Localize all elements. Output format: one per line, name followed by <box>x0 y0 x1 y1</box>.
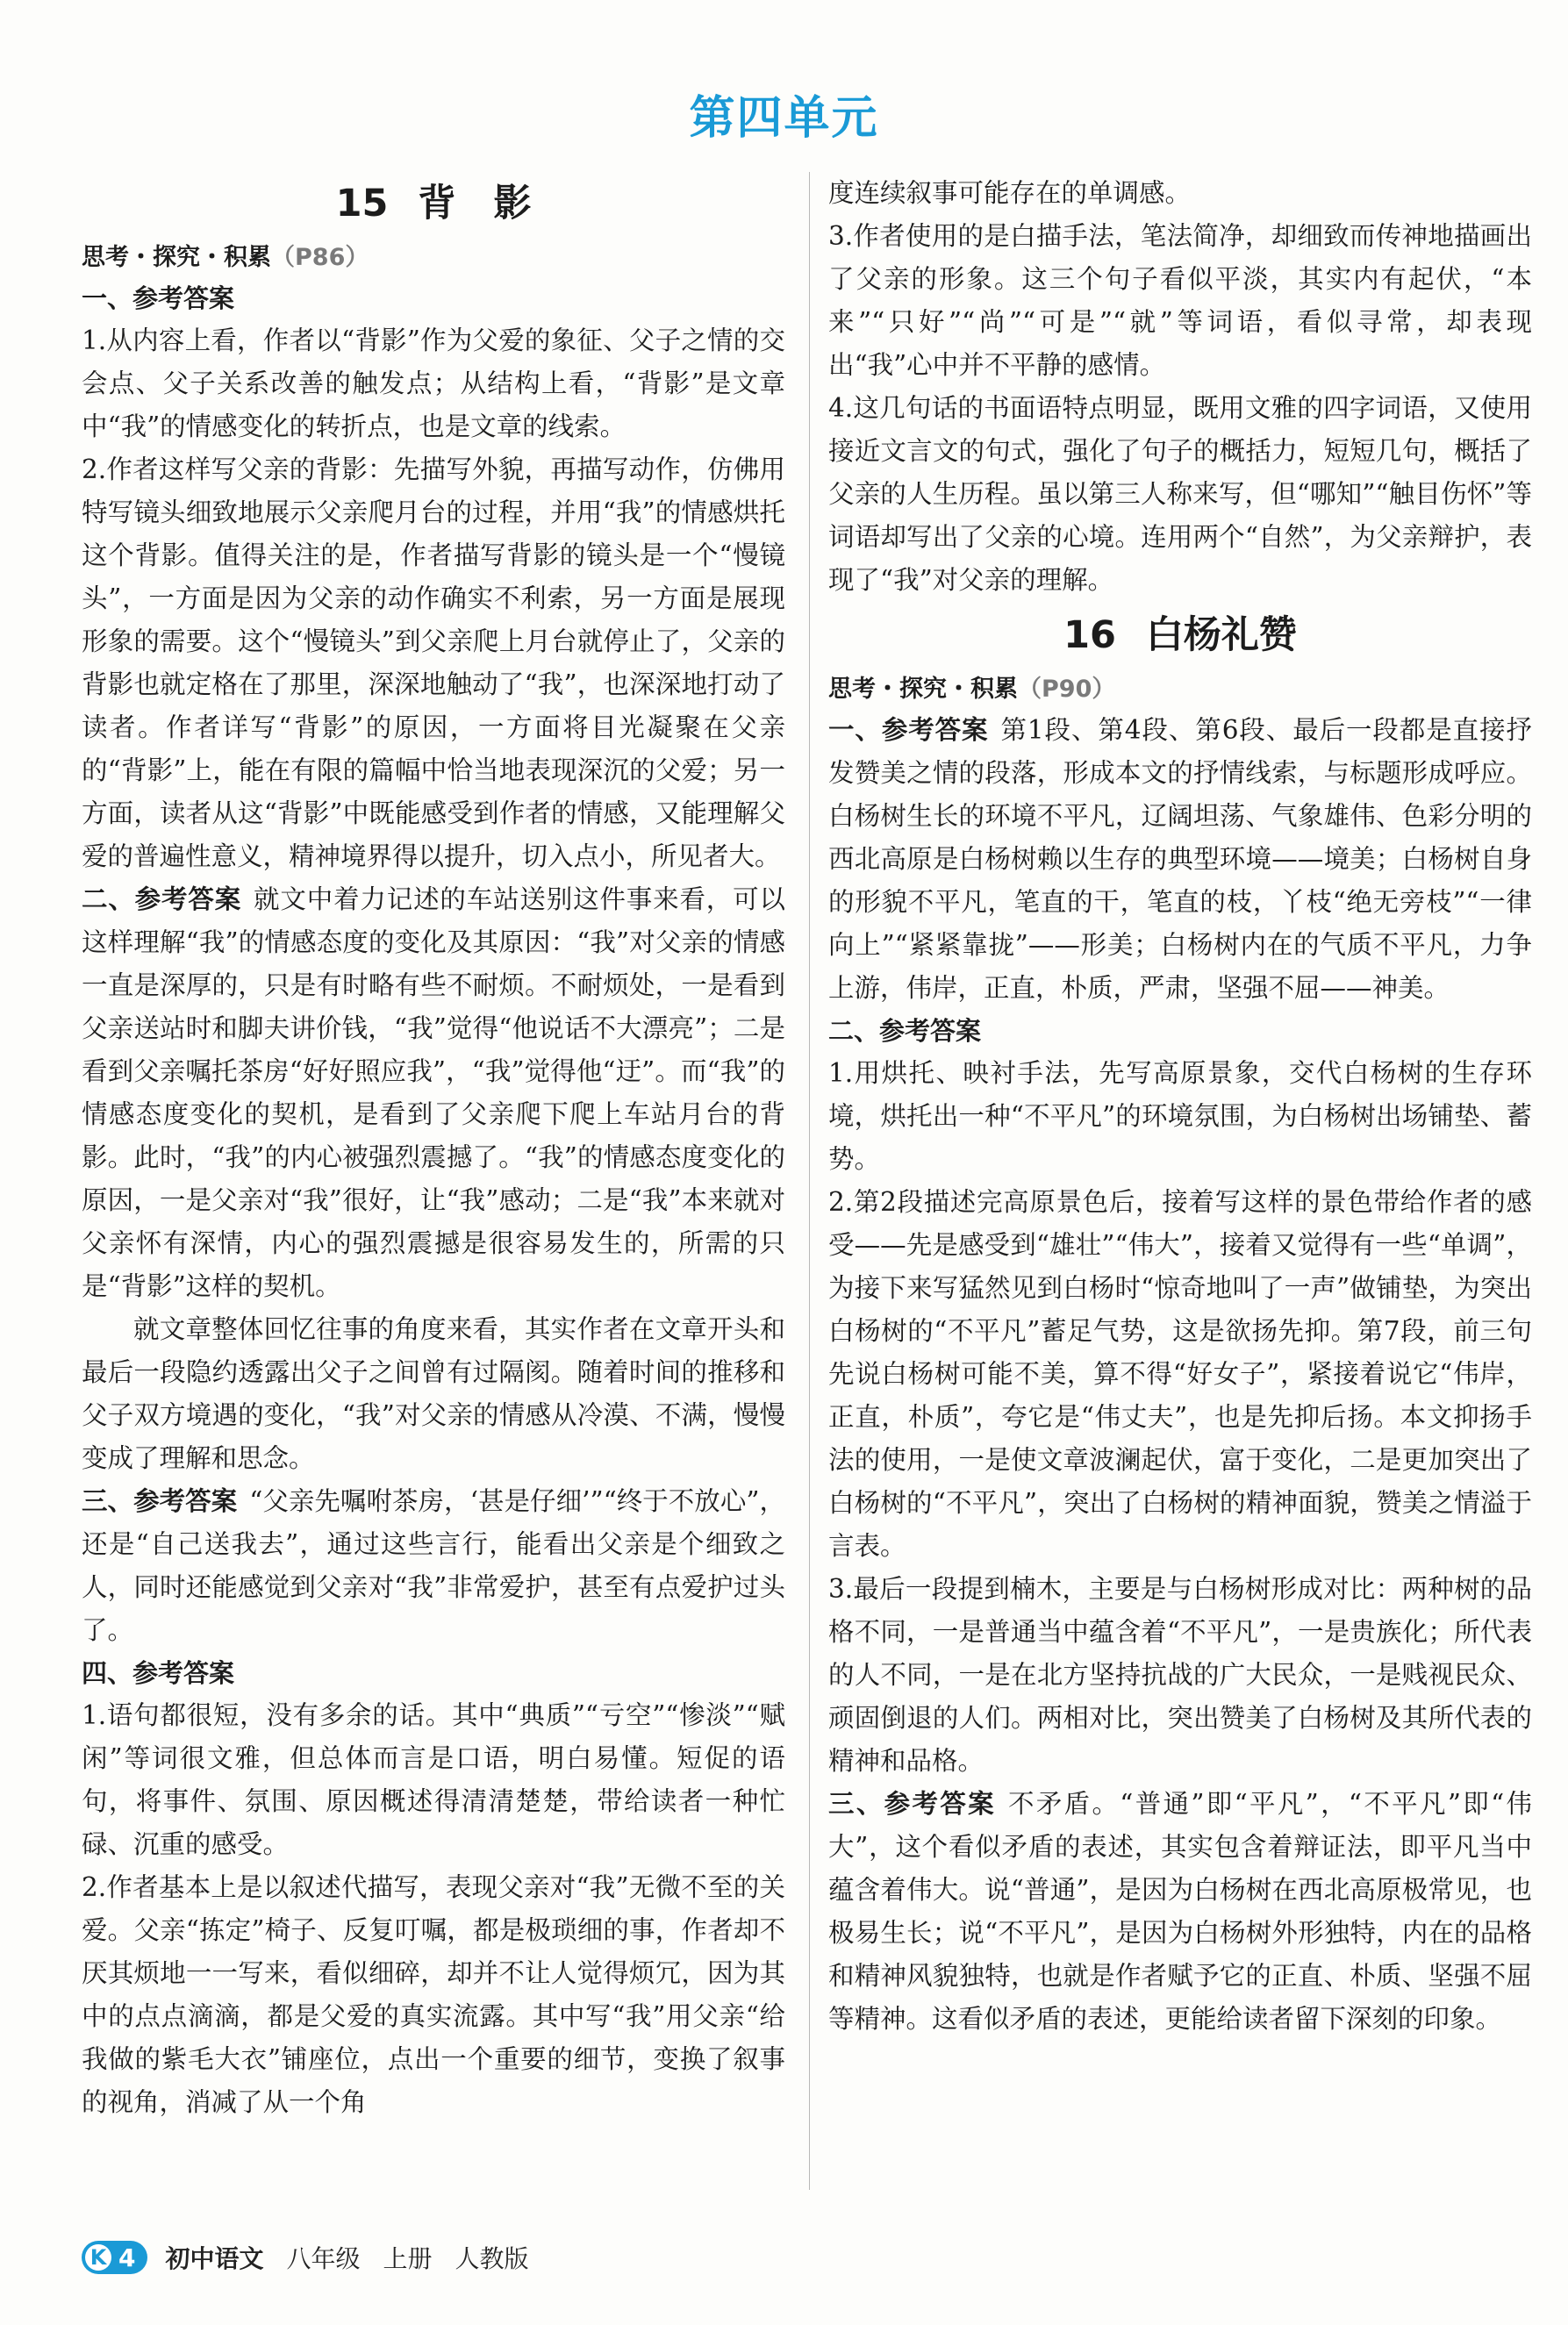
left-column <box>82 172 785 2124</box>
answer-heading-2: 二、参考答案 <box>828 1016 982 1046</box>
answer-paragraph: 1.语句都很短，没有多余的话。其中“典质”“亏空”“惨淡”“赋闲”等词很文雅，但总体而言是口语，明白易懂。短促的语句，将事件、氛围、原因概述得清清楚楚，带给读者一种忙碌、沉重的感受。 <box>82 1700 785 1859</box>
answer-paragraph <box>828 1783 1532 2041</box>
section-page-ref: （P86） <box>271 244 369 271</box>
page-footer <box>82 2239 529 2276</box>
answer-heading-4: 四、参考答案 <box>82 1658 235 1688</box>
lesson-15-title <box>82 175 785 232</box>
answer-paragraph: 就文章整体回忆往事的角度来看，其实作者在文章开头和最后一段隐约透露出父子之间曾有过隔阂。随着时间的推移和父子双方境遇的变化，“我”对父亲的情感从冷漠、不满，慢慢变成了理解和思念。 <box>82 1314 785 1473</box>
page-number: 4 <box>118 2243 136 2272</box>
answer-text: 第1段、第4段、第6段、最后一段都是直接抒发赞美之情的段落，形成本文的抒情线索，与标题形成呼应。白杨树生长的环境不平凡，辽阔坦荡、气象雄伟、色彩分明的西北高原是白杨树赖以生存的典型环境——境美；白杨树自身的形貌不平凡，笔直的干，笔直的枝，丫枝“绝无旁枝”“一律向上”“紧紧靠拢”——形美；白杨树内在的气质不平凡，力争上游，伟岸，正直，朴质，严肃，坚强不屈——神美。 <box>828 715 1532 1003</box>
footer-volume: 上册 <box>383 2244 433 2273</box>
lesson-number: 16 <box>1063 613 1116 657</box>
footer-grade: 八年级 <box>286 2244 361 2273</box>
section-label: 思考・探究・积累 <box>828 676 1018 703</box>
answer-heading-1: 一、参考答案 <box>82 283 235 313</box>
continued-paragraph: 度连续叙事可能存在的单调感。 <box>828 178 1192 208</box>
answer-paragraph <box>828 709 1532 1010</box>
answer-heading-3: 三、参考答案 <box>82 1486 238 1516</box>
footer-edition: 人教版 <box>455 2244 529 2273</box>
answer-paragraph: 3.作者使用的是白描手法，笔法简净，却细致而传神地描画出了父亲的形象。这三个句子看似平淡，其实内有起伏，“本来”“只好”“尚”“可是”“就”等词语，看似寻常，却表现出“我”心中并不平静的感情。 <box>828 221 1532 380</box>
unit-title: 第四单元 <box>689 92 879 145</box>
answer-paragraph: 2.作者基本上是以叙述代描写，表现父亲对“我”无微不至的关爱。父亲“拣定”椅子、反复叮嘱，都是极琐细的事，作者却不厌其烦地一一写来，看似细碎，却并不让人觉得烦冗，因为其中的点点滴滴，都是父爱的真实流露。其中写“我”用父亲“给我做的紫毛大衣”铺座位，点出一个重要的细节，变换了叙事的视角，消减了从一个角 <box>82 1872 785 2117</box>
section-label: 思考・探究・积累 <box>82 244 271 271</box>
k-logo-icon: K <box>85 2244 111 2271</box>
section-heading <box>82 240 785 275</box>
column-divider <box>809 172 810 2190</box>
section-heading <box>828 672 1532 707</box>
answer-paragraph <box>82 878 785 1308</box>
answer-paragraph <box>82 1480 785 1652</box>
lesson-name: 背 影 <box>418 182 532 225</box>
answer-heading-2: 二、参考答案 <box>82 884 242 914</box>
lesson-name: 白杨礼赞 <box>1145 613 1297 657</box>
answer-text: “父亲先嘱咐茶房，‘甚是仔细’”“终于不放心”，还是“自己送我去”，通过这些言行，能看出父亲是个细致之人，同时还能感觉到父亲对“我”非常爱护，甚至有点爱护过头了。 <box>82 1486 785 1645</box>
answer-paragraph: 3.最后一段提到楠木，主要是与白杨树形成对比：两种树的品格不同，一是普通当中蕴含着“不平凡”，一是贵族化；所代表的人不同，一是在北方坚持抗战的广大民众，一是贱视民众、顽固倒退的人们。两相对比，突出赞美了白杨树及其所代表的精神和品格。 <box>828 1574 1532 1776</box>
answer-paragraph: 1.用烘托、映衬手法，先写高原景象，交代白杨树的生存环境，烘托出一种“不平凡”的环境氛围，为白杨树出场铺垫、蓄势。 <box>828 1058 1532 1174</box>
page-badge <box>82 2241 147 2274</box>
answer-paragraph: 4.这几句话的书面语特点明显，既用文雅的四字词语，又使用接近文言文的句式，强化了句子的概括力，短短几句，概括了父亲的人生历程。虽以第三人称来写，但“哪知”“触目伤怀”等词语却写出了父亲的心境。连用两个“自然”，为父亲辩护，表现了“我”对父亲的理解。 <box>828 393 1532 595</box>
lesson-number: 15 <box>335 182 389 225</box>
answer-text: 就文中着力记述的车站送别这件事来看，可以这样理解“我”的情感态度的变化及其原因：“我”对父亲的情感一直是深厚的，只是有时略有些不耐烦。不耐烦处，一是看到父亲送站时和脚夫讲价钱，“我”觉得“他说话不大漂亮”；二是看到父亲嘱托茶房“好好照应我”，“我”觉得他“迂”。而“我”的情感态度变化的契机，是看到了父亲爬下爬上车站月台的背影。此时，“我”的内心被强烈震撼了。“我”的情感态度变化的原因，一是父亲对“我”很好，让“我”感动；二是“我”本来就对父亲怀有深情，内心的强烈震撼是很容易发生的，所需的只是“背影”这样的契机。 <box>82 884 785 1301</box>
answer-paragraph: 2.作者这样写父亲的背影：先描写外貌，再描写动作，仿佛用特写镜头细致地展示父亲爬月台的过程，并用“我”的情感烘托这个背影。值得关注的是，作者描写背影的镜头是一个“慢镜头”，一方面是因为父亲的动作确实不利索，另一方面是展现形象的需要。这个“慢镜头”到父亲爬上月台就停止了，父亲的背影也就定格在了那里，深深地触动了“我”，也深深地打动了读者。作者详写“背影”的原因，一方面将目光凝聚在父亲的“背影”上，能在有限的篇幅中恰当地表现深沉的父爱；另一方面，读者从这“背影”中既能感受到作者的情感，又能理解父爱的普遍性意义，精神境界得以提升，切入点小，所见者大。 <box>82 454 785 871</box>
footer-subject: 初中语文 <box>165 2244 264 2273</box>
answer-heading-3: 三、参考答案 <box>828 1789 996 1819</box>
answer-paragraph: 1.从内容上看，作者以“背影”作为父爱的象征、父子之情的交会点、父子关系改善的触发点；从结构上看，“背影”是文章中“我”的情感变化的转折点，也是文章的线索。 <box>82 326 785 441</box>
section-page-ref: （P90） <box>1018 676 1116 703</box>
right-column <box>828 172 1532 2041</box>
answer-heading-1: 一、参考答案 <box>828 715 989 745</box>
answer-text: 不矛盾。“普通”即“平凡”，“不平凡”即“伟大”，这个看似矛盾的表述，其实包含着辩证法，即平凡当中蕴含着伟大。说“普通”，是因为白杨树在西北高原极常见，也极易生长；说“不平凡”，是因为白杨树外形独特，内在的品格和精神风貌独特，也就是作者赋予它的正直、朴质、坚强不屈等精神。这看似矛盾的表述，更能给读者留下深刻的印象。 <box>828 1789 1532 2034</box>
lesson-16-title <box>828 607 1532 663</box>
answer-paragraph: 2.第2段描述完高原景色后，接着写这样的景色带给作者的感受——先是感受到“雄壮”“伟大”，接着又觉得有一些“单调”，为接下来写猛然见到白杨时“惊奇地叫了一声”做铺垫，为突出白杨树的“不平凡”蓄足气势，这是欲扬先抑。第7段，前三句先说白杨树可能不美，算不得“好女子”，紧接着说它“伟岸，正直，朴质”，夸它是“伟丈夫”，也是先抑后扬。本文抑扬手法的使用，一是使文章波澜起伏，富于变化，二是更加突出了白杨树的“不平凡”，突出了白杨树的精神面貌，赞美之情溢于言表。 <box>828 1187 1532 1561</box>
